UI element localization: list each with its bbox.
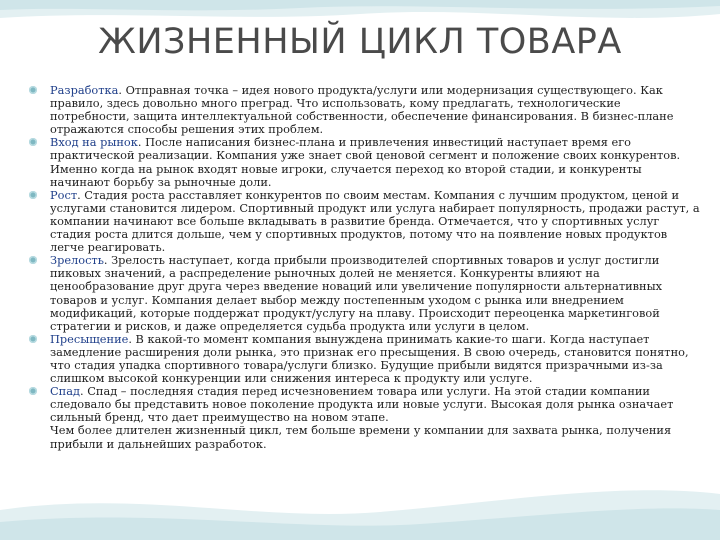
list-item-decline — [28, 385, 700, 424]
item-text-saturation: . В какой-то момент компания вынуждена принимать какие-то шаги. Когда наступает замедление расширения доли рынка, это признак его пресыщения. В свою очередь, становится понятно, что стадия упадка спортивного товара/услуги близко. Будущие прибыли видятся призрачными из-за слишком высокой конкуренции или снижения интереса к продукту или услуге. — [50, 331, 689, 386]
bullet-icon — [29, 335, 37, 343]
bullet-icon — [29, 86, 37, 94]
list-item-saturation — [28, 333, 700, 385]
list-item-market-entry — [28, 136, 700, 188]
page-title: ЖИЗНЕННЫЙ ЦИКЛ ТОВАРА — [98, 22, 622, 62]
item-text-growth: . Стадия роста расставляет конкурентов по своим местам. Компания с лучшим продуктом, ценой и услугами становится лидером. Спортивный продукт или услуга набирает популярность, продажи растут, а компании начинают все больше вкладывать в развитие бренда. Отмечается, что у спортивных услуг стадия роста длится дольше, чем у спортивных продуктов, потому что на появление новых продуктов легче реагировать. — [50, 187, 700, 255]
closing-paragraph: Чем более длителен жизненный цикл, тем больше времени у компании для захвата рынка, получения прибыли и дальнейших разработок. — [50, 423, 672, 451]
term-saturation: Пресыщение — [50, 331, 129, 346]
item-text-decline: . Спад – последняя стадия перед исчезновением товара или услуги. На этой стадии компании следовало бы представить новое поколение продукта или новые услуги. Высокая доля рынка означает сильный бренд, что дает преимущество на новом этапе. — [50, 384, 674, 425]
list-item-development — [28, 84, 700, 136]
term-decline: Спад — [50, 384, 80, 399]
term-development: Разработка — [50, 83, 119, 97]
bullet-icon — [29, 191, 37, 199]
bottom-wave-decoration — [0, 460, 720, 540]
item-text-market-entry: . После написания бизнес-плана и привлечения инвестиций наступает время его практической реализации. Компания уже знает свой ценовой сегмент и положение своих конкурентов. Именно когда на рынок входят новые игроки, случается переход ко второй стадии, и конкуренты начинают борьбу за рыночные доли. — [50, 135, 681, 189]
term-market-entry: Вход на рынок — [50, 135, 138, 150]
term-growth: Рост — [50, 187, 78, 202]
bullet-icon — [29, 138, 37, 146]
item-text-development: . Отправная точка – идея нового продукта/услуги или модернизация существующего. Как правило, здесь довольно много преград. Что использовать, кому предлагать, технологические потребности, защита интеллектуальной собственности, обеспечение финансирования. В бизнес-плане отражаются способы решения этих проблем. — [50, 83, 674, 137]
item-text-maturity: . Зрелость наступает, когда прибыли производителей спортивных товаров и услуг достигли пиковых значений, а распределение рыночных долей не меняется. Конкуренты влияют на ценообразование друг друга через введение новаций или увеличение популярности альтернативных товаров и услуг. Компания делает выбор между постепенным уходом с рынка или внедрением модификаций, которые поддержат продукт/услугу на плаву. Происходит переоценка маркетинговой стратегии и рисков, и даже определяется судьба продукта или услуги в целом. — [50, 253, 663, 333]
term-maturity: Зрелость — [50, 253, 104, 268]
bullet-icon — [29, 387, 37, 395]
bullet-icon — [29, 256, 37, 264]
content-list — [28, 84, 700, 451]
list-item-maturity — [28, 254, 700, 333]
list-item-growth — [28, 189, 700, 254]
